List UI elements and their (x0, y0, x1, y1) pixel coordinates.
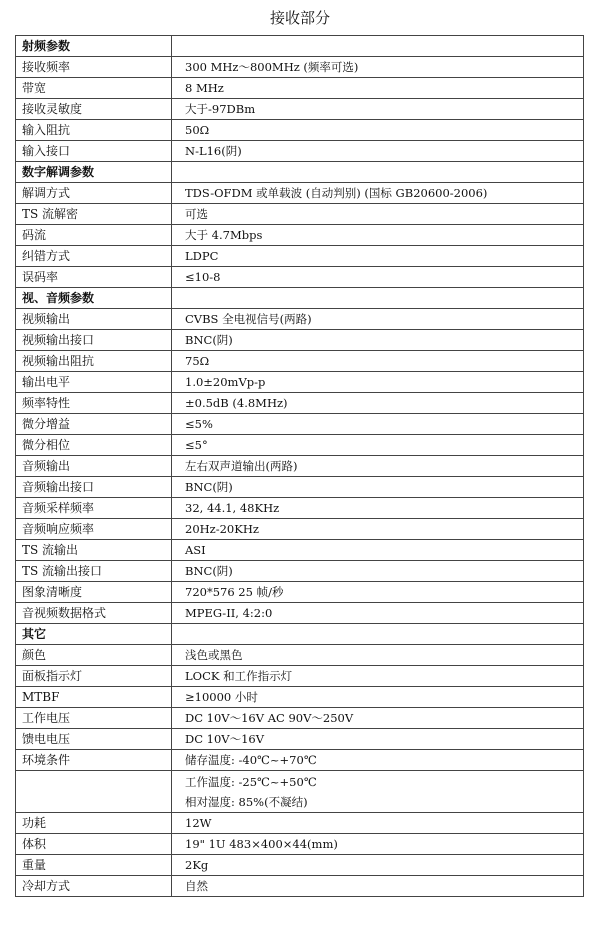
spec-value: ±0.5dB (4.8MHz) (172, 393, 584, 414)
spec-row (16, 351, 584, 372)
spec-row (16, 603, 584, 624)
spec-value: 12W (172, 813, 584, 834)
spec-label (16, 771, 172, 813)
spec-value: ≤10-8 (172, 267, 584, 288)
section-title: 其它 (16, 624, 172, 645)
spec-label: MTBF (16, 687, 172, 708)
spec-row (16, 498, 584, 519)
spec-row (16, 456, 584, 477)
spec-value: DC 10V～16V AC 90V～250V (172, 708, 584, 729)
spec-row (16, 393, 584, 414)
spec-label: 频率特性 (16, 393, 172, 414)
spec-table (15, 35, 584, 897)
spec-label: 误码率 (16, 267, 172, 288)
spec-value: LOCK 和工作指示灯 (172, 666, 584, 687)
spec-row (16, 771, 584, 813)
spec-label: 音视频数据格式 (16, 603, 172, 624)
spec-row (16, 519, 584, 540)
section-empty-cell (172, 624, 584, 645)
spec-label: 环境条件 (16, 750, 172, 771)
spec-label: 音频响应频率 (16, 519, 172, 540)
spec-label: 冷却方式 (16, 876, 172, 897)
spec-row (16, 330, 584, 351)
section-header-row (16, 288, 584, 309)
spec-row (16, 183, 584, 204)
spec-row (16, 204, 584, 225)
spec-value: ASI (172, 540, 584, 561)
section-empty-cell (172, 162, 584, 183)
spec-label: 视频输出接口 (16, 330, 172, 351)
section-empty-cell (172, 288, 584, 309)
spec-label: 重量 (16, 855, 172, 876)
spec-value: 720*576 25 帧/秒 (172, 582, 584, 603)
spec-label: 视频输出阻抗 (16, 351, 172, 372)
spec-table-body (16, 36, 584, 897)
spec-row (16, 477, 584, 498)
spec-row (16, 561, 584, 582)
spec-value (172, 771, 584, 813)
spec-label: 功耗 (16, 813, 172, 834)
spec-label: 面板指示灯 (16, 666, 172, 687)
spec-value: BNC(阴) (172, 561, 584, 582)
spec-value: 浅色或黑色 (172, 645, 584, 666)
section-header-row (16, 36, 584, 57)
section-header-row (16, 624, 584, 645)
spec-value: 32, 44.1, 48KHz (172, 498, 584, 519)
spec-label: TS 流输出接口 (16, 561, 172, 582)
spec-row (16, 309, 584, 330)
spec-row (16, 666, 584, 687)
spec-value: LDPC (172, 246, 584, 267)
spec-value: 自然 (172, 876, 584, 897)
spec-label: 微分增益 (16, 414, 172, 435)
spec-row (16, 876, 584, 897)
spec-label: 接收频率 (16, 57, 172, 78)
spec-label: 颜色 (16, 645, 172, 666)
spec-value: CVBS 全电视信号(两路) (172, 309, 584, 330)
spec-value: BNC(阴) (172, 330, 584, 351)
spec-value: MPEG-II, 4:2:0 (172, 603, 584, 624)
spec-row (16, 414, 584, 435)
spec-label: 纠错方式 (16, 246, 172, 267)
spec-value: DC 10V～16V (172, 729, 584, 750)
spec-label: 视频输出 (16, 309, 172, 330)
spec-row (16, 141, 584, 162)
section-title: 数字解调参数 (16, 162, 172, 183)
spec-value: 可选 (172, 204, 584, 225)
spec-label: 带宽 (16, 78, 172, 99)
spec-value: 大于 4.7Mbps (172, 225, 584, 246)
spec-value: 20Hz-20KHz (172, 519, 584, 540)
spec-value-line: 相对湿度: 85%(不凝结) (185, 794, 308, 809)
spec-value: 8 MHz (172, 78, 584, 99)
spec-value-line: 工作温度: -25℃~+50℃ (185, 774, 317, 789)
spec-row (16, 267, 584, 288)
spec-label: 码流 (16, 225, 172, 246)
spec-label: 图象清晰度 (16, 582, 172, 603)
spec-label: 解调方式 (16, 183, 172, 204)
spec-value: TDS-OFDM 或单载波 (自动判别) (国标 GB20600-2006) (172, 183, 584, 204)
section-title: 视、音频参数 (16, 288, 172, 309)
spec-label: 音频输出接口 (16, 477, 172, 498)
spec-value: 左右双声道输出(两路) (172, 456, 584, 477)
spec-label: 音频采样频率 (16, 498, 172, 519)
spec-label: 输入阻抗 (16, 120, 172, 141)
section-title: 射频参数 (16, 36, 172, 57)
spec-row (16, 645, 584, 666)
spec-label: TS 流解密 (16, 204, 172, 225)
spec-row (16, 372, 584, 393)
spec-value: ≥10000 小时 (172, 687, 584, 708)
section-header-row (16, 162, 584, 183)
spec-label: 工作电压 (16, 708, 172, 729)
spec-row (16, 834, 584, 855)
spec-label: 输出电平 (16, 372, 172, 393)
spec-label: 微分相位 (16, 435, 172, 456)
section-empty-cell (172, 36, 584, 57)
spec-label: 音频输出 (16, 456, 172, 477)
spec-value: N-L16(阴) (172, 141, 584, 162)
spec-value: 1.0±20mVp-p (172, 372, 584, 393)
spec-value: 2Kg (172, 855, 584, 876)
spec-value: ≤5° (172, 435, 584, 456)
spec-row (16, 729, 584, 750)
spec-row (16, 225, 584, 246)
spec-row (16, 540, 584, 561)
spec-value: 19" 1U 483×400×44(mm) (172, 834, 584, 855)
spec-row (16, 582, 584, 603)
spec-row (16, 246, 584, 267)
spec-row (16, 855, 584, 876)
spec-value: 50Ω (172, 120, 584, 141)
spec-label: TS 流输出 (16, 540, 172, 561)
spec-row (16, 435, 584, 456)
spec-row (16, 708, 584, 729)
page-title: 接收部分 (269, 9, 330, 27)
spec-row (16, 813, 584, 834)
spec-value: 75Ω (172, 351, 584, 372)
spec-label: 体积 (16, 834, 172, 855)
spec-row (16, 78, 584, 99)
spec-row (16, 120, 584, 141)
spec-row (16, 750, 584, 771)
spec-value: BNC(阴) (172, 477, 584, 498)
spec-row (16, 687, 584, 708)
spec-label: 接收灵敏度 (16, 99, 172, 120)
spec-label: 输入接口 (16, 141, 172, 162)
spec-row (16, 99, 584, 120)
spec-value: ≤5% (172, 414, 584, 435)
spec-row (16, 57, 584, 78)
spec-value: 300 MHz～800MHz (频率可选) (172, 57, 584, 78)
spec-label: 馈电电压 (16, 729, 172, 750)
spec-value: 大于-97DBm (172, 99, 584, 120)
spec-value: 储存温度: -40℃~+70℃ (172, 750, 584, 771)
